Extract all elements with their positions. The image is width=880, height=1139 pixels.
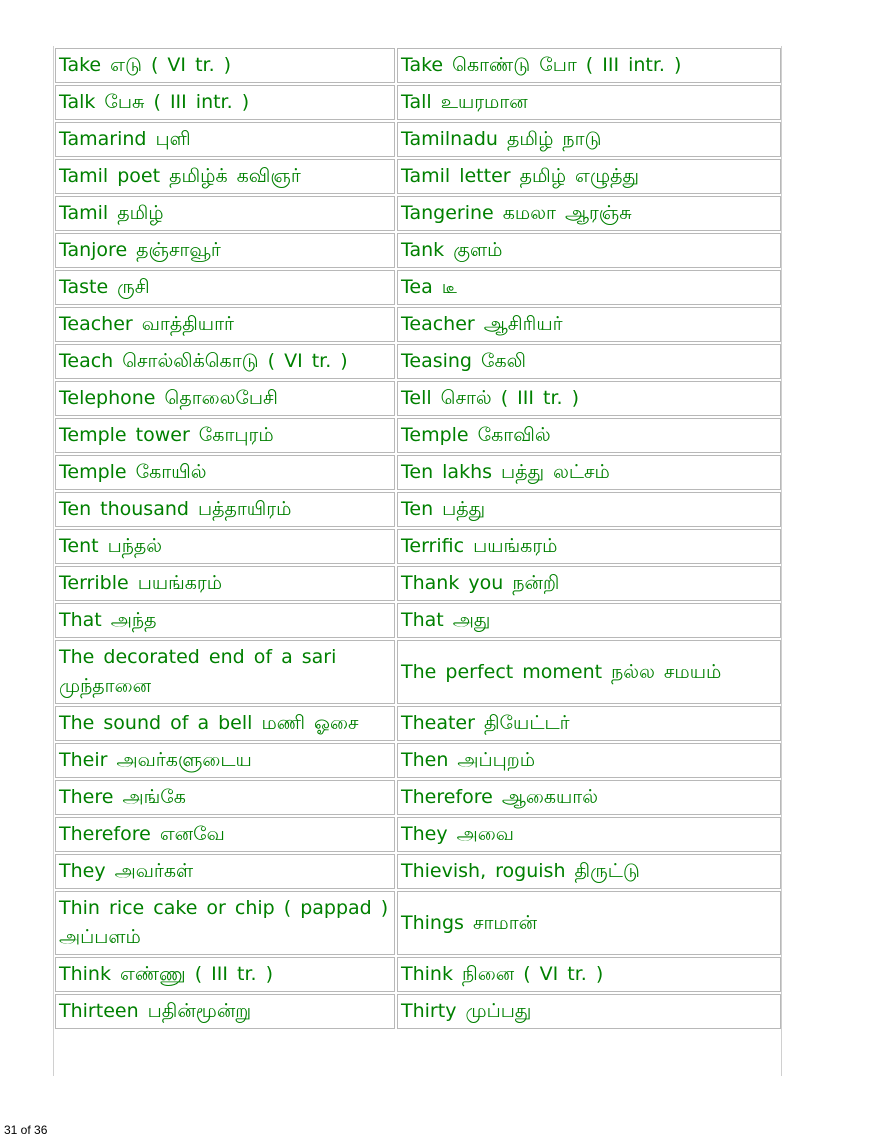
entry-right: Thievish, roguish திருட்டு [397,854,781,889]
entry-right: Ten பத்து [397,492,781,527]
entry-left: Think எண்ணு ( III tr. ) [55,957,395,992]
table-row [55,48,781,83]
table-row [55,994,781,1029]
table-row [55,196,781,231]
entry-right: They அவை [397,817,781,852]
page-number: 31 of 36 [4,1123,48,1137]
entry-right: Therefore ஆகையால் [397,780,781,815]
entry-left: They அவர்கள் [55,854,395,889]
entry-right: Teacher ஆசிரியர் [397,307,781,342]
entry-left: Temple tower கோபுரம் [55,418,395,453]
entry-right: Tangerine கமலா ஆரஞ்சு [397,196,781,231]
table-row [55,270,781,305]
entry-left: Take எடு ( VI tr. ) [55,48,395,83]
entry-right: Tell சொல் ( III tr. ) [397,381,781,416]
entry-left: The sound of a bell மணி ஓசை [55,706,395,741]
entry-right: Terrific பயங்கரம் [397,529,781,564]
entry-right: Tamilnadu தமிழ் நாடு [397,122,781,157]
entry-right: Tea டீ [397,270,781,305]
entry-left: Telephone தொலைபேசி [55,381,395,416]
entry-right: The perfect moment நல்ல சமயம் [397,640,781,704]
table-row [55,455,781,490]
entry-left: The decorated end of a sari முந்தானை [55,640,395,704]
entry-right: Tank குளம் [397,233,781,268]
entry-left: Tanjore தஞ்சாவூர் [55,233,395,268]
dictionary-table-body [55,48,781,1029]
table-row [55,743,781,778]
entry-left: Terrible பயங்கரம் [55,566,395,601]
entry-left: Thirteen பதின்மூன்று [55,994,395,1029]
table-row [55,122,781,157]
table-row [55,492,781,527]
entry-right: That அது [397,603,781,638]
entry-right: Teasing கேலி [397,344,781,379]
entry-right: Theater தியேட்டர் [397,706,781,741]
entry-right: Temple கோவில் [397,418,781,453]
table-row [55,381,781,416]
entry-right: Ten lakhs பத்து லட்சம் [397,455,781,490]
table-row [55,891,781,955]
entry-left: Taste ருசி [55,270,395,305]
entry-left: Teacher வாத்தியார் [55,307,395,342]
entry-right: Things சாமான் [397,891,781,955]
table-row [55,418,781,453]
entry-left: Teach சொல்லிக்கொடு ( VI tr. ) [55,344,395,379]
table-row [55,854,781,889]
entry-left: Their அவர்களுடைய [55,743,395,778]
entry-left: Tamil தமிழ் [55,196,395,231]
entry-right: Then அப்புறம் [397,743,781,778]
table-row [55,640,781,704]
entry-right: Think நினை ( VI tr. ) [397,957,781,992]
table-row [55,159,781,194]
entry-right: Thank you நன்றி [397,566,781,601]
entry-right: Take கொண்டு போ ( III intr. ) [397,48,781,83]
table-row [55,344,781,379]
entry-right: Tall உயரமான [397,85,781,120]
entry-left: Ten thousand பத்தாயிரம் [55,492,395,527]
entry-right: Thirty முப்பது [397,994,781,1029]
table-row [55,780,781,815]
entry-left: Therefore எனவே [55,817,395,852]
table-row [55,706,781,741]
table-row [55,817,781,852]
dictionary-table [53,46,783,1031]
table-row [55,957,781,992]
table-row [55,603,781,638]
entry-left: Tent பந்தல் [55,529,395,564]
table-row [55,529,781,564]
entry-left: Temple கோயில் [55,455,395,490]
entry-right: Tamil letter தமிழ் எழுத்து [397,159,781,194]
table-row [55,233,781,268]
table-row [55,307,781,342]
entry-left: That அந்த [55,603,395,638]
entry-left: Tamil poet தமிழ்க் கவிஞர் [55,159,395,194]
entry-left: Thin rice cake or chip ( pappad ) அப்பளம் [55,891,395,955]
entry-left: Tamarind புளி [55,122,395,157]
table-row [55,85,781,120]
entry-left: There அங்கே [55,780,395,815]
entry-left: Talk பேசு ( III intr. ) [55,85,395,120]
table-row [55,566,781,601]
